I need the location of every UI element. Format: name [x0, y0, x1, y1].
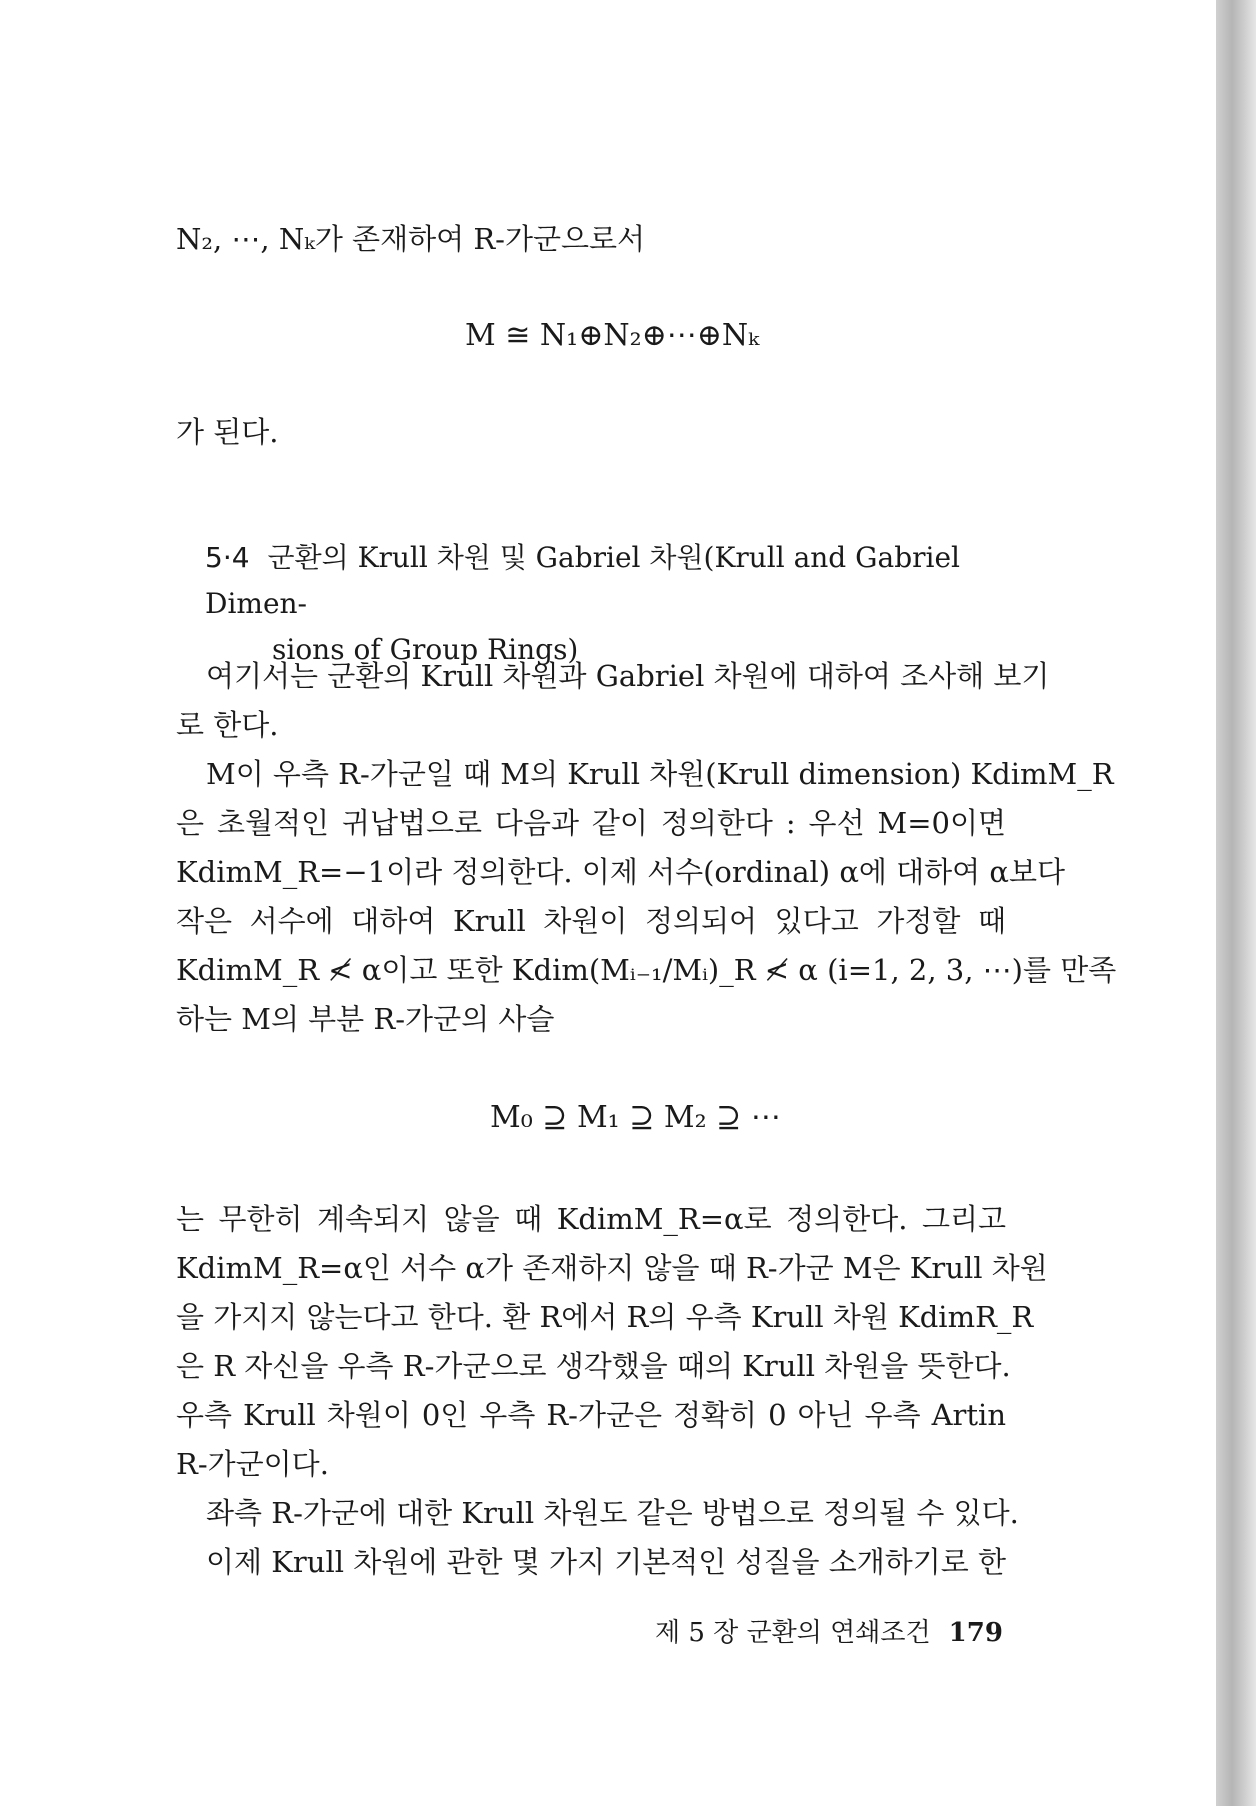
intro-line: N₂, ⋯, Nₖ가 존재하여 R-가군으로서 — [176, 222, 646, 256]
chapter-title: 제 5 장 군환의 연쇄조건 — [655, 1618, 931, 1648]
equation-direct-sum: M ≅ N₁⊕N₂⊕⋯⊕Nₖ — [465, 318, 760, 353]
page-footer — [655, 1612, 1003, 1649]
text-line: 우측 Krull 차원이 0인 우측 R-가군은 정확히 0 아닌 우측 Artin — [176, 1398, 1006, 1432]
text-line: 은 R 자신을 우측 R-가군으로 생각했을 때의 Krull 차원을 뜻한다. — [176, 1349, 1011, 1383]
paragraph-1 — [176, 652, 1050, 750]
text-line: KdimM_R=−1이라 정의한다. 이제 서수(ordinal) α에 대하여 α보다 — [176, 855, 1066, 889]
text-line: 는 무한히 계속되지 않을 때 KdimM_R=α로 정의한다. 그리고 — [176, 1202, 1006, 1236]
text-line: 을 가지지 않는다고 한다. 환 R에서 R의 우측 Krull 차원 KdimR_R — [176, 1300, 1034, 1334]
after-equation-text: 가 된다. — [176, 415, 279, 449]
paragraph-2 — [176, 750, 1117, 1044]
section-title-line1: 군환의 Krull 차원 및 Gabriel 차원(Krull and Gabriel Dimen- — [205, 541, 960, 620]
text-line: 여기서는 군환의 Krull 차원과 Gabriel 차원에 대하여 조사해 보기 — [206, 659, 1050, 693]
text-line: M이 우측 R-가군일 때 M의 Krull 차원(Krull dimension) KdimM_R — [206, 757, 1114, 791]
text-line: KdimM_R ≮ α이고 또한 Kdim(Mᵢ₋₁/Mᵢ)_R ≮ α (i=1, 2, 3, ⋯)를 만족 — [176, 953, 1117, 987]
text-line: 하는 M의 부분 R-가군의 사슬 — [176, 1002, 555, 1036]
text-line: 은 초월적인 귀납법으로 다음과 같이 정의한다 : 우선 M=0이면 — [176, 806, 1006, 840]
paragraph-5 — [176, 1538, 1006, 1587]
section-number: 5·4 — [205, 541, 250, 574]
paragraph-4 — [176, 1489, 1019, 1538]
page-number: 179 — [948, 1618, 1003, 1648]
text-line: 작은 서수에 대하여 Krull 차원이 정의되어 있다고 가정할 때 — [176, 904, 1006, 938]
text-line: KdimM_R=α인 서수 α가 존재하지 않을 때 R-가군 M은 Krull 차원 — [176, 1251, 1048, 1285]
section-title-line2: sions of Group Rings) — [272, 633, 579, 666]
text-line: 로 한다. — [176, 708, 279, 742]
text-line: R-가군이다. — [176, 1447, 329, 1481]
page-edge-shadow — [1216, 0, 1256, 1806]
text-line: 좌측 R-가군에 대한 Krull 차원도 같은 방법으로 정의될 수 있다. — [206, 1496, 1019, 1530]
text-line: 이제 Krull 차원에 관한 몇 가지 기본적인 성질을 소개하기로 한 — [206, 1545, 1007, 1579]
paragraph-3 — [176, 1195, 1048, 1489]
equation-chain: M₀ ⊇ M₁ ⊇ M₂ ⊇ ⋯ — [490, 1100, 781, 1135]
